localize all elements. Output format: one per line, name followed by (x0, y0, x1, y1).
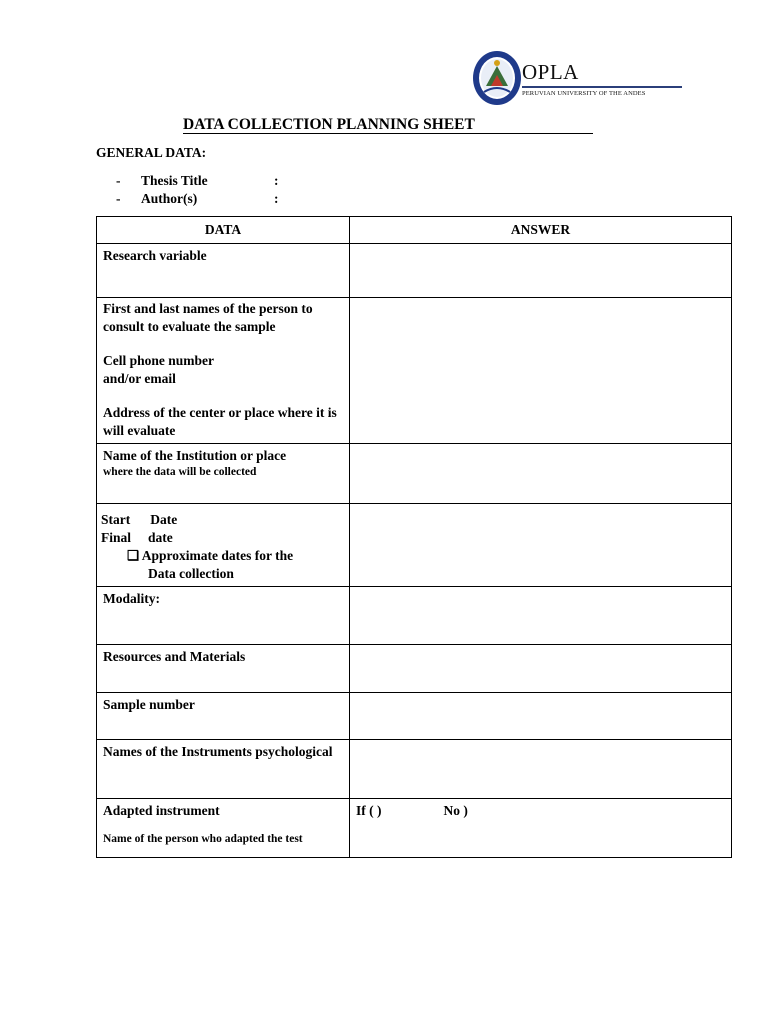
answer-column-header: ANSWER (350, 217, 732, 244)
resources-label: Resources and Materials (103, 649, 246, 664)
table-row (97, 504, 732, 587)
address-label: Address of the center or place where it is will evaluate (103, 405, 337, 438)
thesis-title-colon: : (274, 173, 279, 188)
thesis-title-label: Thesis Title (141, 173, 208, 188)
dates-answer[interactable] (350, 504, 732, 587)
authors-colon: : (274, 191, 279, 206)
table-row (97, 244, 732, 298)
contact-answer[interactable] (350, 298, 732, 444)
institution-label: Name of the Institution or place (103, 448, 287, 463)
final-label: Final (101, 530, 132, 545)
modality-answer[interactable] (350, 587, 732, 645)
table-row (97, 799, 732, 858)
bullet-dash: - (116, 173, 121, 188)
bullet-dash: - (116, 191, 121, 206)
document-title: DATA COLLECTION PLANNING SHEET (183, 116, 593, 134)
logo-rule (522, 86, 682, 88)
start-label: Start (101, 512, 131, 527)
no-option[interactable]: No ) (443, 803, 468, 818)
data-collection-label: Data collection (148, 566, 234, 581)
if-option[interactable]: If ( ) (356, 803, 382, 818)
research-variable-label: Research variable (103, 248, 207, 263)
data-column-header: DATA (97, 217, 350, 244)
table-row (97, 444, 732, 504)
resources-answer[interactable] (350, 645, 732, 693)
start-date-label: Date (150, 512, 178, 527)
instruments-answer[interactable] (350, 740, 732, 799)
approx-dates-label: ❑ Approximate dates for the (127, 548, 294, 563)
table-row (97, 298, 732, 444)
sample-number-answer[interactable] (350, 693, 732, 740)
table-row (97, 587, 732, 645)
adapted-by-label: Name of the person who adapted the test (103, 833, 303, 845)
adapted-instrument-label: Adapted instrument (103, 803, 220, 818)
logo-wordmark: OPLA (522, 60, 579, 84)
table-row (97, 740, 732, 799)
authors-label: Author(s) (141, 191, 198, 206)
final-date-label: date (148, 530, 173, 545)
table-header-row (97, 217, 732, 244)
table-row (97, 693, 732, 740)
institution-answer[interactable] (350, 444, 732, 504)
cell-phone-label-2: and/or email (103, 371, 176, 386)
institution-sublabel: where the data will be collected (103, 466, 257, 478)
university-seal-icon (472, 50, 522, 106)
cell-phone-label-1: Cell phone number (103, 353, 215, 368)
consult-person-label: First and last names of the person to consult to evaluate the sample (103, 301, 313, 334)
instruments-label: Names of the Instruments psychological (103, 744, 333, 759)
table-row (97, 645, 732, 693)
university-logo (472, 50, 682, 108)
sample-number-label: Sample number (103, 697, 195, 712)
modality-label: Modality: (103, 591, 160, 606)
research-variable-answer[interactable] (350, 244, 732, 298)
general-data-heading: GENERAL DATA: (96, 145, 207, 160)
logo-subtitle: PERUVIAN UNIVERSITY OF THE ANDES (522, 90, 646, 97)
planning-table (96, 216, 732, 858)
